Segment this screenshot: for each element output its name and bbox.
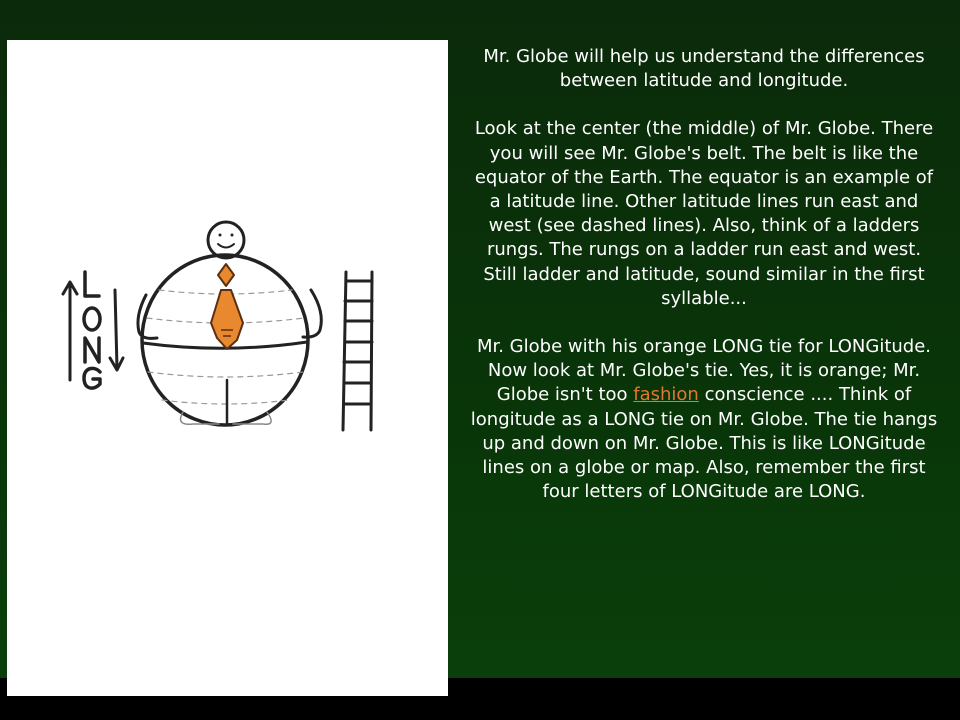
long-vertical-label	[84, 272, 100, 388]
tie-blade	[211, 290, 243, 349]
tie-knot	[218, 264, 234, 286]
longitude-paragraph-start: Mr. Globe with his orange LONG tie for LONGitude. Now look at Mr. Globe's tie. Yes, it is orange; Mr. Globe isn't too	[476, 336, 932, 406]
down-arrow-icon	[110, 290, 123, 370]
ladder-icon	[343, 272, 372, 430]
orange-tie-icon	[211, 264, 243, 349]
longitude-paragraph-end: conscience .... Think of longitude as a LONG tie on Mr. Globe. The tie hangs up and down on Mr. Globe. This is like LONGitude lines on a globe or map. Also, remember the first four letters of LONGitude are LONG.	[470, 384, 938, 503]
up-arrow-icon	[63, 282, 77, 380]
explanation-text-panel	[470, 45, 938, 528]
longitude-paragraph	[470, 335, 938, 504]
fashion-link[interactable]: fashion	[633, 384, 699, 406]
mr-globe-illustration	[7, 40, 448, 696]
intro-paragraph: Mr. Globe will help us understand the differences between latitude and longitude.	[483, 46, 925, 92]
latitude-paragraph: Look at the center (the middle) of Mr. Globe. There you will see Mr. Globe's belt. The belt is like the equator of the Earth. The equator is an example of a latitude line. Other latitude lines run east and west (see dashed lines). Also, think of a ladders rungs. The rungs on a ladder run east and west. Still ladder and latitude, sound similar in the first syllable...	[474, 118, 934, 309]
